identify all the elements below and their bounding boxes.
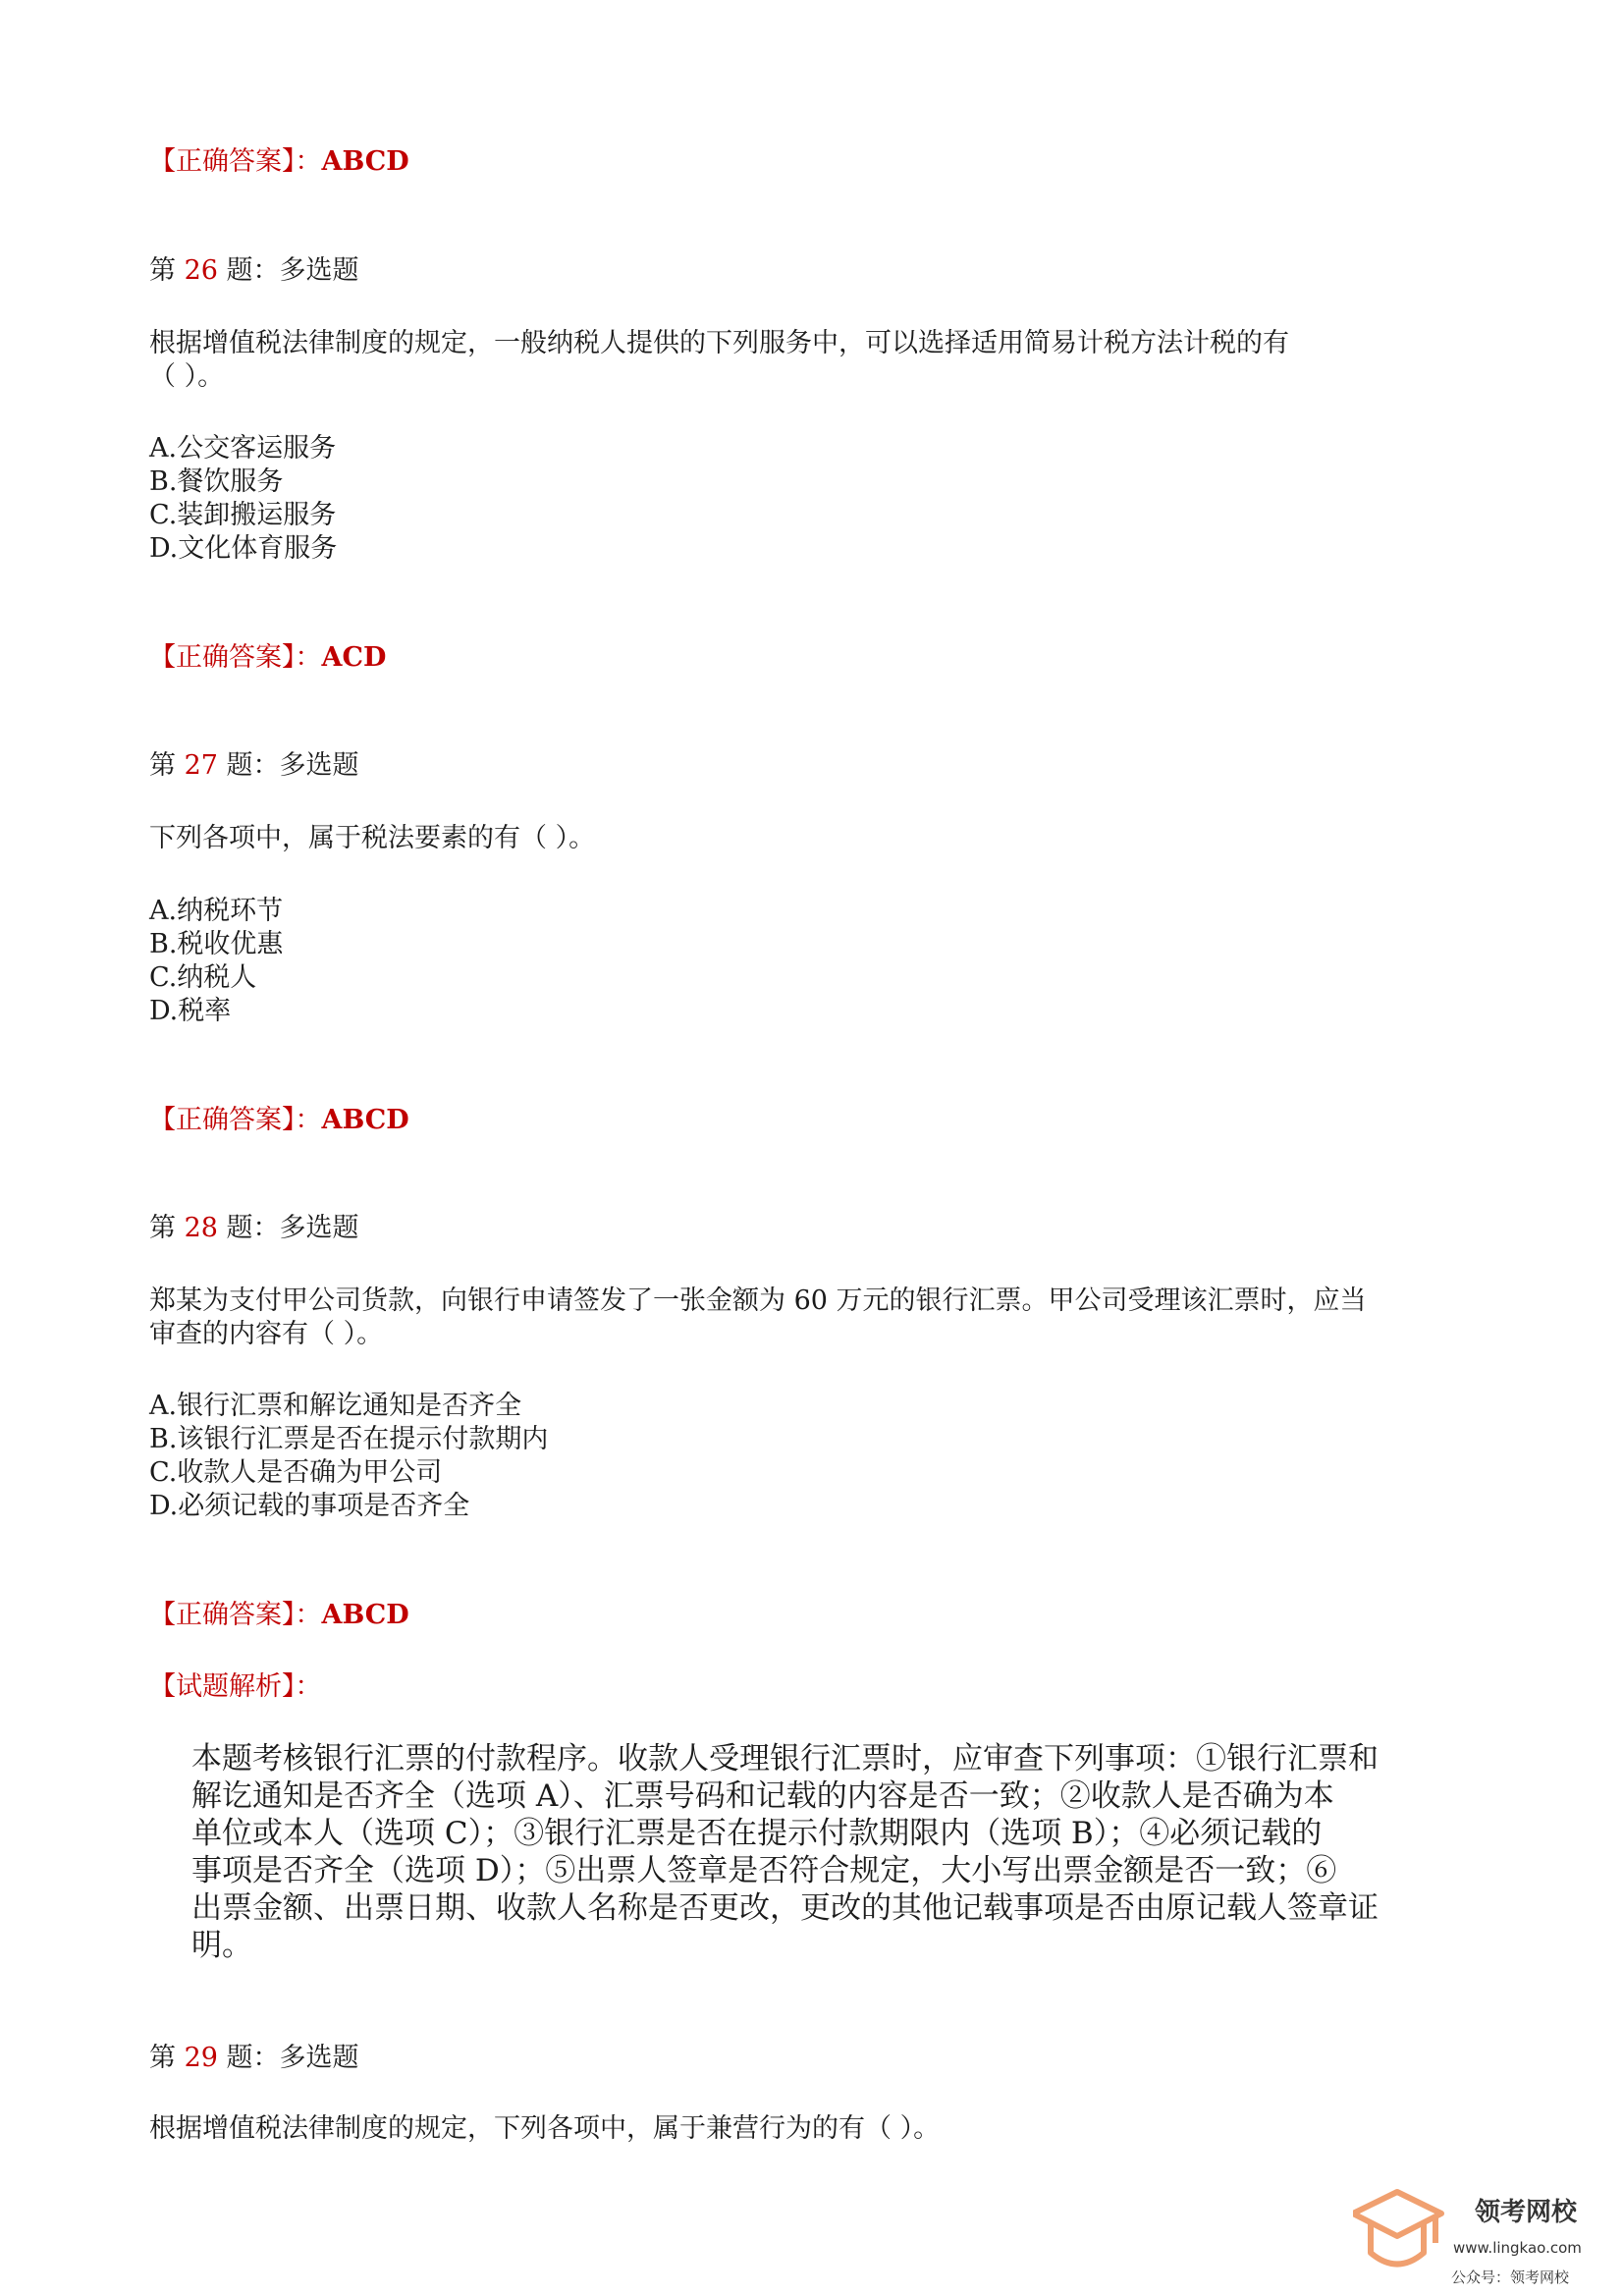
question-28-option-b: B.该银行汇票是否在提示付款期内: [149, 1424, 549, 1454]
question-27-option-d: D.税率: [149, 996, 232, 1026]
question-29-stem: 根据增值税法律制度的规定，下列各项中，属于兼营行为的有（ ）。: [149, 2113, 941, 2144]
question-28-option-a: A.银行汇票和解讫通知是否齐全: [149, 1391, 522, 1421]
answer-27: 【正确答案】：ABCD: [149, 1105, 409, 1135]
question-26-stem-1: 根据增值税法律制度的规定，一般纳税人提供的下列服务中，可以选择适用简易计税方法计税的有: [149, 328, 1289, 358]
question-28-stem-2: 审查的内容有（ ）。: [149, 1319, 384, 1349]
analysis-line-4: 事项是否齐全（选项 D）；⑤出票人签章是否符合规定，大小写出票金额是否一致；⑥: [191, 1853, 1337, 1888]
analysis-line-2: 解讫通知是否齐全（选项 A）、汇票号码和记载的内容是否一致；②收款人是否确为本: [191, 1778, 1334, 1814]
question-29-header: 第 29 题：多选题: [149, 2043, 359, 2073]
analysis-line-5: 出票金额、出票日期、收款人名称是否更改，更改的其他记载事项是否由原记载人签章证: [191, 1890, 1379, 1926]
analysis-line-6: 明。: [191, 1928, 252, 1963]
analysis-label: 【试题解析】：: [149, 1671, 322, 1702]
answer-28: 【正确答案】：ABCD: [149, 1600, 409, 1630]
question-26-option-d: D.文化体育服务: [149, 533, 338, 564]
analysis-line-1: 本题考核银行汇票的付款程序。收款人受理银行汇票时，应审查下列事项：①银行汇票和: [191, 1741, 1379, 1777]
question-28-stem-1: 郑某为支付甲公司货款，向银行申请签发了一张金额为 60 万元的银行汇票。甲公司受理该汇票时，应当: [149, 1285, 1367, 1316]
question-28-header: 第 28 题：多选题: [149, 1213, 359, 1243]
logo-url: www.lingkao.com: [1453, 2239, 1582, 2257]
question-26-option-c: C.装卸搬运服务: [149, 500, 337, 530]
question-27-option-b: B.税收优惠: [149, 929, 284, 959]
question-26-header: 第 26 题：多选题: [149, 255, 359, 286]
analysis-line-3: 单位或本人（选项 C）；③银行汇票是否在提示付款期限内（选项 B）；④必须记载的: [191, 1816, 1323, 1851]
logo-public-account: 公众号：领考网校: [1451, 2269, 1570, 2286]
answer-prev: 【正确答案】：ABCD: [149, 146, 409, 177]
question-27-header: 第 27 题：多选题: [149, 750, 359, 781]
question-27-option-a: A.纳税环节: [149, 896, 284, 926]
question-26-option-a: A.公交客运服务: [149, 433, 337, 464]
logo-name: 领考网校: [1475, 2198, 1578, 2227]
question-27-option-c: C.纳税人: [149, 962, 257, 993]
question-28-option-c: C.收款人是否确为甲公司: [149, 1457, 443, 1488]
question-26-option-b: B.餐饮服务: [149, 466, 284, 497]
question-27-stem: 下列各项中，属于税法要素的有（ ）。: [149, 823, 596, 853]
question-26-stem-2: （ ）。: [149, 361, 225, 392]
question-28-option-d: D.必须记载的事项是否齐全: [149, 1491, 470, 1521]
answer-26: 【正确答案】：ACD: [149, 642, 387, 673]
